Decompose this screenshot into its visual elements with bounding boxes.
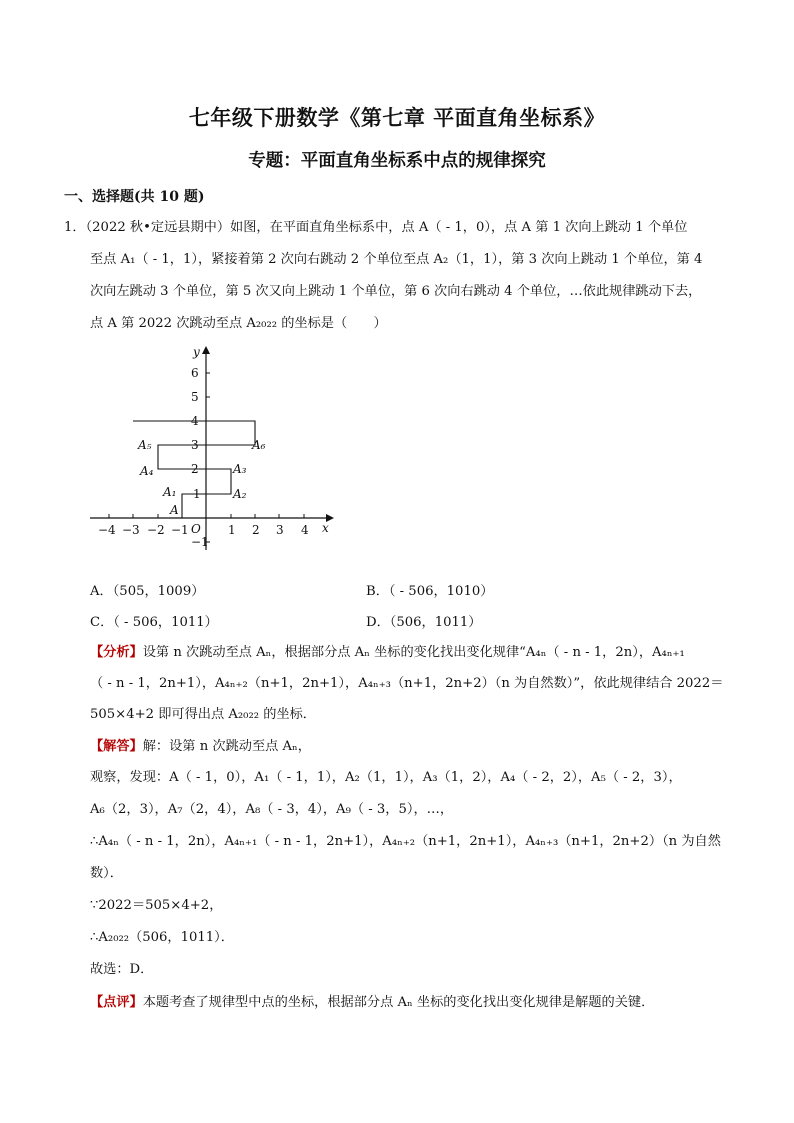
question-line-2: 至点 A₁（ - 1，1），紧接着第 2 次向右跳动 2 个单位至点 A₂（1，1），第 3 次向上跳动 1 个单位，第 4 [90, 252, 703, 267]
option-a: A．（505，1009） [90, 584, 205, 599]
origin-label: O [191, 522, 201, 536]
point-label-a1: A₁ [163, 485, 177, 499]
question-line-1: 1．（2022 秋•定远县期中）如图，在平面直角坐标系中，点 A（ - 1，0），点 A 第 1 次向上跳动 1 个单位 [64, 220, 688, 235]
comment-line [90, 994, 654, 1012]
comment-tag: 【点评】 [90, 995, 143, 1010]
comment-text: 本题考查了规律型中点的坐标，根据部分点 Aₙ 坐标的变化找出变化规律是解题的关键． [142, 995, 655, 1010]
x-tick-label: −3 [122, 523, 140, 537]
y-axis-label: y [193, 345, 200, 359]
solution-line-6: ∵2022＝505×4+2， [90, 898, 223, 913]
solution-text-1: 解：设第 n 次跳动至点 Aₙ， [142, 739, 311, 754]
x-tick-label: 3 [276, 523, 284, 537]
point-label-a3: A₃ [233, 462, 247, 476]
y-tick-label: 1 [193, 487, 201, 501]
option-d: D．（506，1011） [366, 615, 482, 630]
y-tick-label: −1 [191, 535, 209, 549]
analysis-line-3: 505×4+2 即可得出点 A₂₀₂₂ 的坐标． [90, 707, 316, 722]
y-tick-label: 2 [191, 462, 199, 476]
question-line-4: 点 A 第 2022 次跳动至点 A₂₀₂₂ 的坐标是（ ） [90, 316, 387, 331]
x-tick-label: 1 [228, 523, 236, 537]
document-subtitle: 专题：平面直角坐标系中点的规律探究 [248, 151, 546, 171]
option-c: C．（ - 506，1011） [90, 615, 218, 630]
x-tick-label: 4 [301, 523, 309, 537]
solution-line-3: A₆（2，3），A₇（2，4），A₈（ - 3，4），A₉（ - 3，5），…， [90, 802, 454, 817]
solution-line-2: 观察，发现：A（ - 1，0），A₁（ - 1，1），A₂（1，1），A₃（1，2），A₄（ - 2，2），A₅（ - 2，3）， [90, 770, 682, 785]
x-tick-label: 2 [252, 523, 260, 537]
point-label-a: A [170, 503, 179, 517]
solution-line-7: ∴A₂₀₂₂（506，1011）． [90, 930, 234, 945]
question-line-3: 次向左跳动 3 个单位，第 5 次又向上跳动 1 个单位，第 6 次向右跳动 4 个单位，…依此规律跳动下去， [90, 284, 702, 299]
solution-line-4: ∴A₄ₙ（ - n - 1，2n），A₄ₙ₊₁（ - n - 1，2n+1），A₄ₙ₊₂（n+1，2n+1），A₄ₙ₊₃（n+1，2n+2）（n 为自然 [90, 834, 721, 849]
solution-line-1 [90, 738, 311, 756]
x-tick-label: −2 [147, 523, 165, 537]
analysis-tag: 【分析】 [90, 645, 143, 660]
x-tick-label: −4 [98, 523, 116, 537]
analysis-line-2: （ - n - 1，2n+1），A₄ₙ₊₂（n+1，2n+1），A₄ₙ₊₃（n+1，2n+2）（n 为自然数）”，依此规律结合 2022＝ [90, 676, 724, 691]
x-tick-label: −1 [171, 523, 189, 537]
y-tick-label: 3 [191, 438, 199, 452]
solution-line-8: 故选：D． [90, 962, 154, 977]
point-label-a2: A₂ [233, 487, 247, 501]
analysis-text-1: 设第 n 次跳动至点 Aₙ，根据部分点 Aₙ 坐标的变化找出变化规律“A₄ₙ（ - n - 1，2n），A₄ₙ₊₁ [142, 645, 685, 660]
y-tick-label: 4 [191, 414, 199, 428]
point-label-a5: A₅ [138, 438, 152, 452]
option-b: B．（ - 506，1010） [366, 584, 494, 599]
solution-tag: 【解答】 [90, 739, 143, 754]
x-axis-label: x [322, 521, 329, 535]
analysis-line-1 [90, 644, 685, 662]
coordinate-graph [88, 342, 338, 562]
point-label-a6: A₆ [252, 438, 266, 452]
section-heading: 一、选择题(共 10 题) [64, 189, 205, 205]
document-title: 七年级下册数学《第七章 平面直角坐标系》 [188, 105, 606, 130]
point-label-a4: A₄ [140, 464, 154, 478]
y-axis-arrow [202, 346, 210, 354]
y-tick-label: 6 [191, 366, 199, 380]
y-tick-label: 5 [191, 390, 199, 404]
solution-line-5: 数）． [90, 866, 123, 881]
